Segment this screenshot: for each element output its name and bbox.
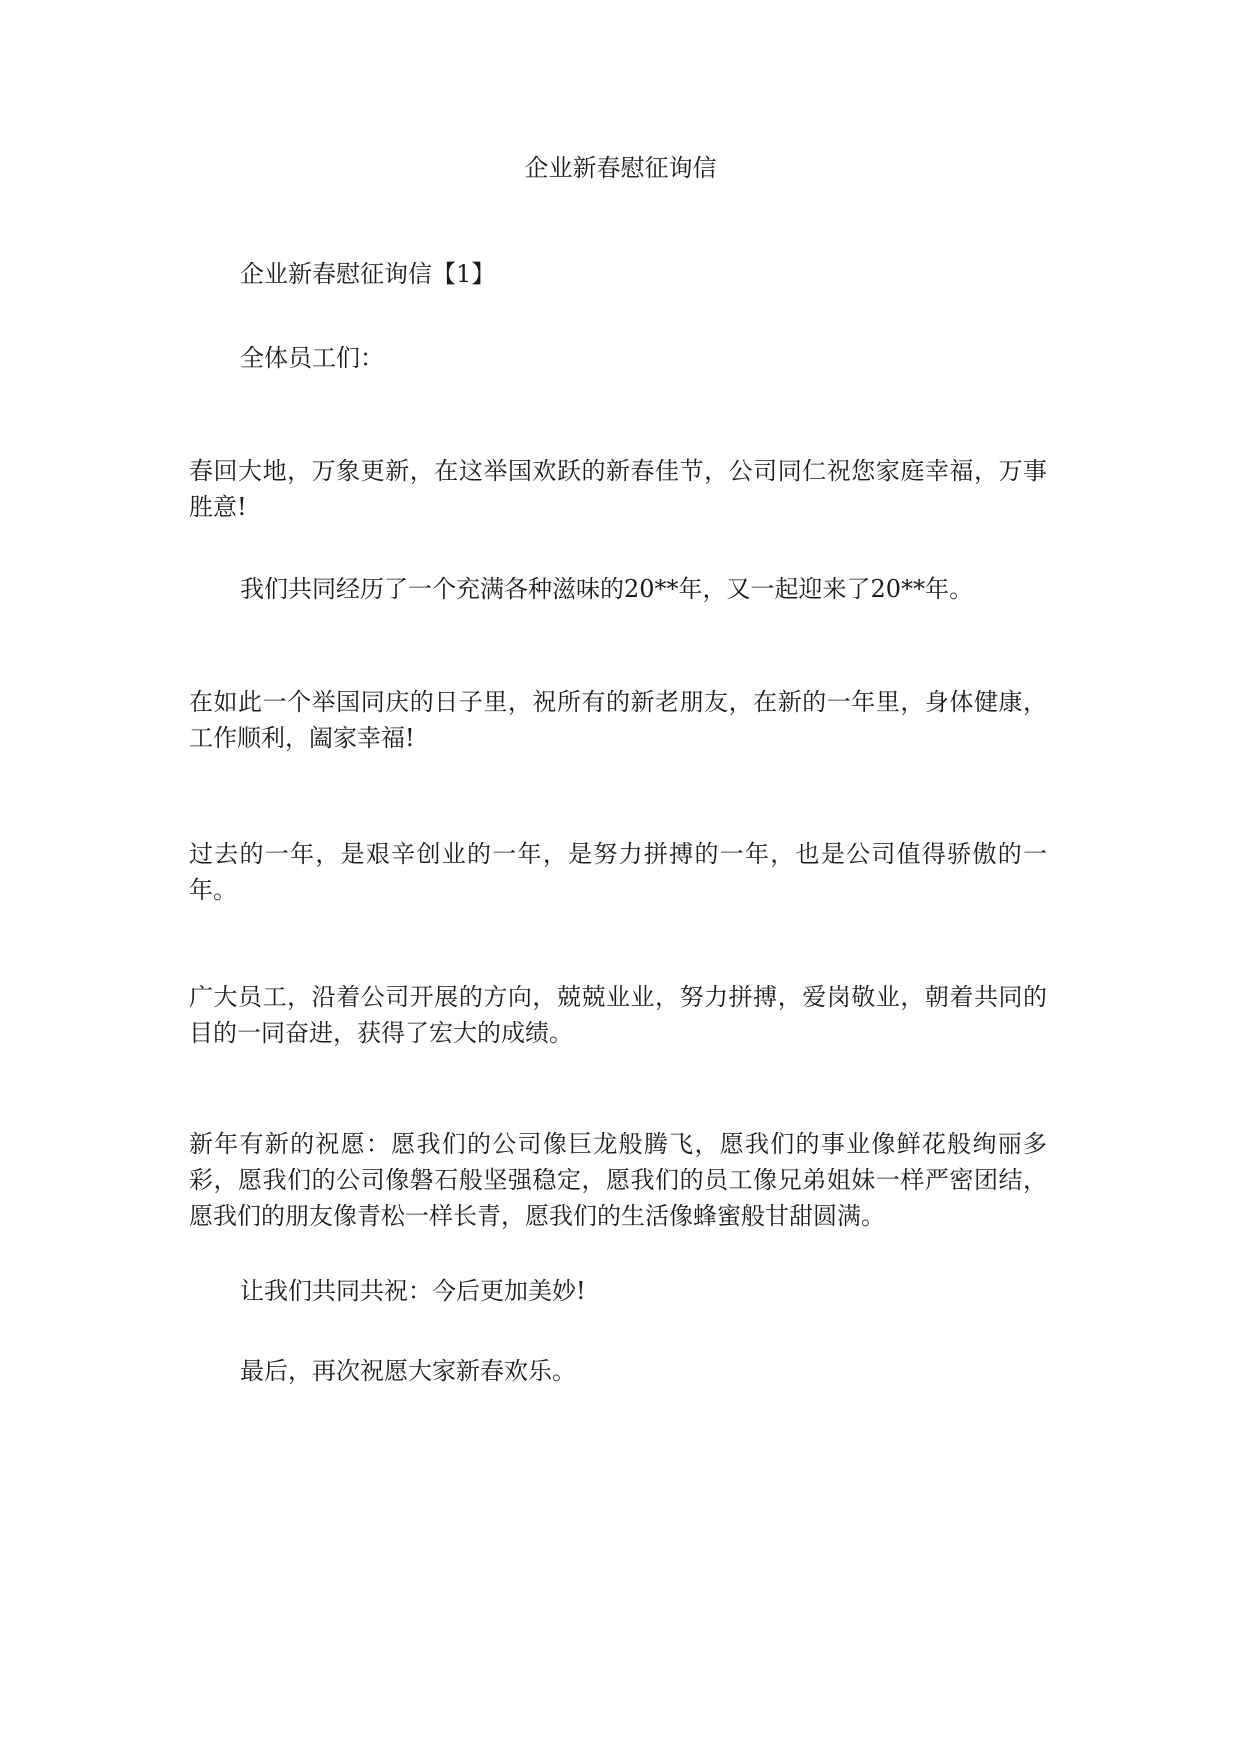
section-heading: 企业新春慰征询信【1】 xyxy=(240,260,496,288)
closing-paragraph: 最后，再次祝愿大家新春欢乐。 xyxy=(240,1357,576,1385)
body-paragraph: 过去的一年，是艰辛创业的一年，是努力拼搏的一年，也是公司值得骄傲的一年。 xyxy=(189,840,1047,904)
body-paragraph: 广大员工，沿着公司开展的方向，兢兢业业，努力拼搏，爱岗敬业，朝着共同的目的一同奋进，获得了宏大的成绩。 xyxy=(189,983,1047,1047)
body-paragraph: 让我们共同共祝：今后更加美妙! xyxy=(240,1277,586,1305)
body-paragraph: 我们共同经历了一个充满各种滋味的20**年，又一起迎来了20**年。 xyxy=(240,575,974,603)
body-paragraph: 新年有新的祝愿：愿我们的公司像巨龙般腾飞，愿我们的事业像鲜花般绚丽多彩，愿我们的公司像磐石般坚强稳定，愿我们的员工像兄弟姐妹一样严密团结，愿我们的朋友像青松一样长青，愿我们的生活像蜂蜜般甘甜圆满。 xyxy=(189,1130,1047,1230)
body-paragraph: 在如此一个举国同庆的日子里，祝所有的新老朋友，在新的一年里，身体健康，工作顺利，阖家幸福! xyxy=(189,688,1047,752)
body-paragraph: 春回大地，万象更新，在这举国欢跃的新春佳节，公司同仁祝您家庭幸福，万事胜意! xyxy=(189,457,1047,521)
salutation: 全体员工们： xyxy=(240,344,384,372)
document-title: 企业新春慰征询信 xyxy=(524,154,717,182)
